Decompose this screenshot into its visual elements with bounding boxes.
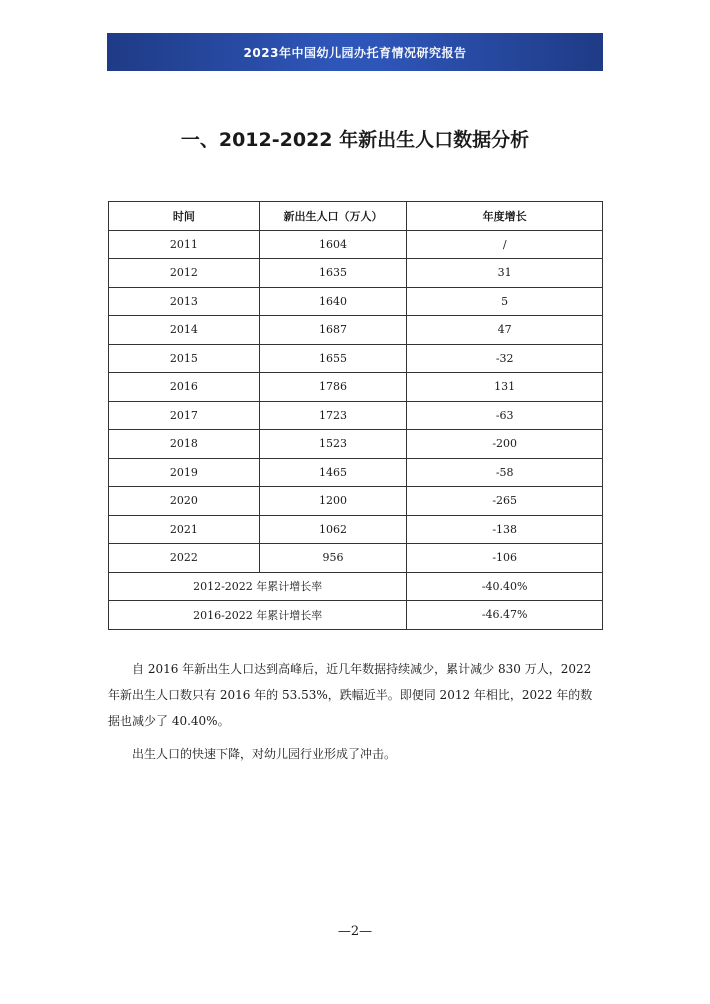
cell-growth: -200 [407, 430, 603, 459]
summary-row [109, 572, 603, 601]
cell-births: 1723 [259, 401, 407, 430]
column-header-births: 新出生人口（万人） [259, 202, 407, 231]
cell-year: 2017 [109, 401, 260, 430]
report-header-banner [107, 33, 603, 71]
summary-value: -40.40% [407, 572, 603, 601]
cell-year: 2014 [109, 316, 260, 345]
table-row [109, 344, 603, 373]
report-title: 2023年中国幼儿园办托育情况研究报告 [243, 45, 467, 60]
section-title: 一、2012-2022 年新出生人口数据分析 [180, 129, 530, 151]
table-row [109, 458, 603, 487]
cell-growth: -32 [407, 344, 603, 373]
cell-growth: 5 [407, 287, 603, 316]
cell-growth: 31 [407, 259, 603, 288]
cell-year: 2021 [109, 515, 260, 544]
cell-year: 2013 [109, 287, 260, 316]
cell-growth: -63 [407, 401, 603, 430]
table-row [109, 373, 603, 402]
cell-year: 2020 [109, 487, 260, 516]
table-row [109, 287, 603, 316]
analysis-paragraph: 自 2016 年新出生人口达到高峰后，近几年数据持续减少，累计减少 830 万人，2022 年新出生人口数只有 2016 年的 53.53%，跌幅近半。即便同 2012 年相比，2022 年的数据也减少了 40.40%。 [108, 662, 593, 728]
cell-year: 2015 [109, 344, 260, 373]
cell-births: 1604 [259, 230, 407, 259]
cell-growth: -265 [407, 487, 603, 516]
cell-births: 1635 [259, 259, 407, 288]
cell-year: 2019 [109, 458, 260, 487]
column-header-year: 时间 [109, 202, 260, 231]
cell-year: 2012 [109, 259, 260, 288]
cell-births: 956 [259, 544, 407, 573]
cell-growth: 47 [407, 316, 603, 345]
cell-year: 2016 [109, 373, 260, 402]
cell-births: 1786 [259, 373, 407, 402]
summary-row [109, 601, 603, 630]
cell-growth: -138 [407, 515, 603, 544]
summary-value: -46.47% [407, 601, 603, 630]
table-row [109, 487, 603, 516]
cell-year: 2011 [109, 230, 260, 259]
summary-label: 2016-2022 年累计增长率 [109, 601, 407, 630]
table-row [109, 544, 603, 573]
cell-births: 1640 [259, 287, 407, 316]
cell-births: 1465 [259, 458, 407, 487]
table-row [109, 316, 603, 345]
cell-year: 2022 [109, 544, 260, 573]
cell-births: 1062 [259, 515, 407, 544]
birth-population-table [108, 201, 603, 630]
cell-births: 1200 [259, 487, 407, 516]
table-row [109, 430, 603, 459]
cell-growth: -106 [407, 544, 603, 573]
table-row [109, 230, 603, 259]
cell-births: 1523 [259, 430, 407, 459]
table-row [109, 401, 603, 430]
cell-year: 2018 [109, 430, 260, 459]
summary-label: 2012-2022 年累计增长率 [109, 572, 407, 601]
cell-births: 1687 [259, 316, 407, 345]
conclusion-paragraph: 出生人口的快速下降，对幼儿园行业形成了冲击。 [132, 747, 397, 761]
cell-growth: -58 [407, 458, 603, 487]
column-header-growth: 年度增长 [407, 202, 603, 231]
cell-births: 1655 [259, 344, 407, 373]
table-header-row [109, 202, 603, 231]
cell-growth: 131 [407, 373, 603, 402]
page-number: —2— [337, 924, 373, 939]
table-row [109, 259, 603, 288]
table-row [109, 515, 603, 544]
cell-growth: / [407, 230, 603, 259]
